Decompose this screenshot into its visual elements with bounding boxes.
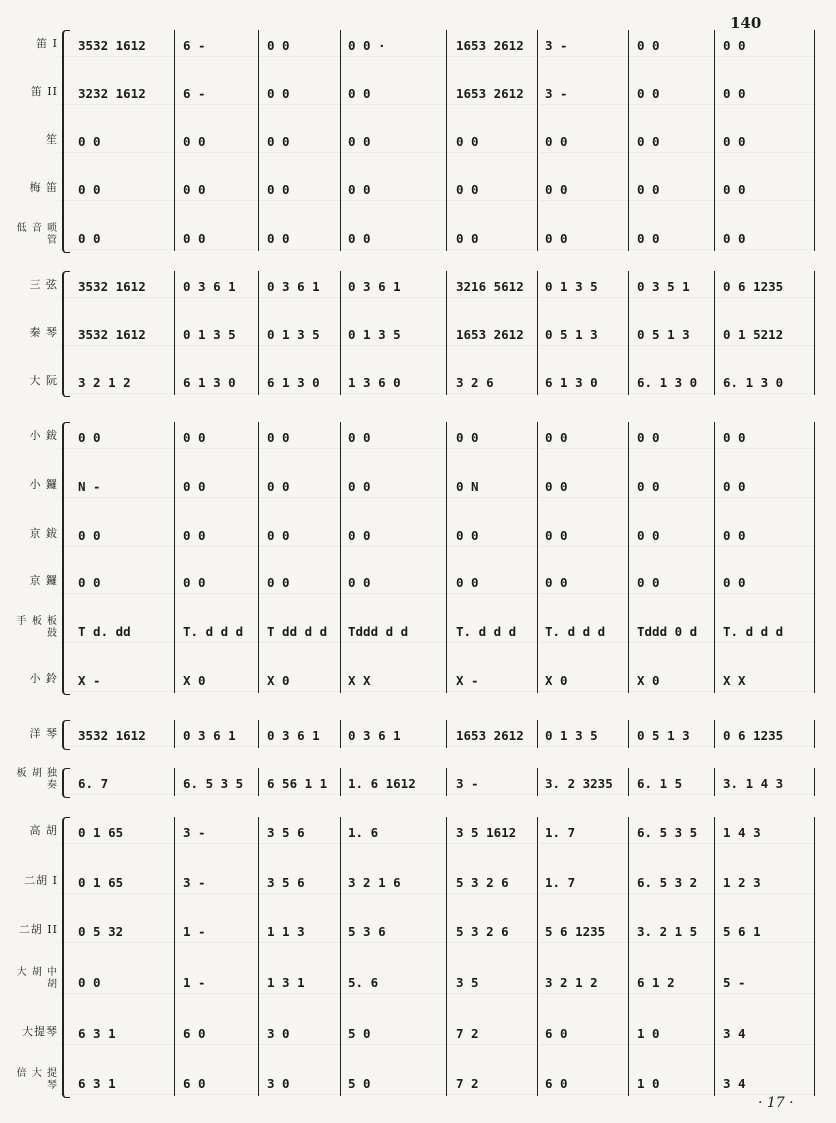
measure-notation: 3 0: [267, 1076, 290, 1091]
measure-notation: 0 0: [78, 182, 101, 197]
measure-notation: 0 3 6 1: [267, 279, 320, 294]
measure-notation: 6. 5 3 2: [637, 875, 698, 890]
instrument-label: 手 板 板 鼓: [16, 616, 58, 639]
measure-notation: X X: [723, 673, 746, 688]
measure-notation: 3532 1612: [78, 279, 146, 294]
measure-notation: 0 5 1 3: [545, 327, 598, 342]
measure-notation: 5. 6: [348, 975, 379, 990]
measure-notation: 3 -: [545, 86, 568, 101]
measure-notation: 0 0: [348, 182, 371, 197]
measure-notation: 3216 5612: [456, 279, 524, 294]
measure-notation: 1 3 6 0: [348, 375, 401, 390]
measure-notation: 3. 2 3235: [545, 776, 613, 791]
measure-notation: 0 0: [78, 430, 101, 445]
measure-notation: 0 6 1235: [723, 728, 784, 743]
measure-notation: 3 5 1612: [456, 825, 517, 840]
bar-line: [628, 817, 629, 1096]
measure-notation: 0 N: [456, 479, 479, 494]
measure-notation: 0 5 1 3: [637, 728, 690, 743]
instrument-label: 高 胡: [29, 824, 58, 837]
staff-group-brace: [62, 422, 70, 695]
measure-notation: 1653 2612: [456, 86, 524, 101]
instrument-label: 洋 琴: [29, 727, 58, 740]
instrument-label: 笙: [46, 133, 58, 146]
staff-row: [60, 448, 816, 449]
bar-line: [814, 422, 815, 693]
measure-notation: 0 0: [267, 38, 290, 53]
measure-notation: 0 0: [456, 528, 479, 543]
measure-notation: 6 0: [183, 1076, 206, 1091]
bar-line: [628, 271, 629, 395]
measure-notation: 3 -: [456, 776, 479, 791]
measure-notation: X 0: [637, 673, 660, 688]
measure-notation: 0 0: [637, 182, 660, 197]
measure-notation: 0 0: [723, 528, 746, 543]
measure-notation: X X: [348, 673, 371, 688]
measure-notation: 0 0: [637, 38, 660, 53]
measure-notation: 1653 2612: [456, 728, 524, 743]
measure-notation: 0 0: [456, 575, 479, 590]
measure-notation: 0 5 32: [78, 924, 124, 939]
measure-notation: 6. 1 3 0: [637, 375, 698, 390]
measure-notation: 0 0: [348, 86, 371, 101]
staff-row: [60, 393, 816, 394]
bar-line: [714, 422, 715, 693]
measure-notation: 0 0: [456, 182, 479, 197]
instrument-label: 倍 大 提 琴: [16, 1068, 58, 1091]
bar-line: [340, 817, 341, 1096]
measure-notation: 0 6 1235: [723, 279, 784, 294]
measure-notation: 0 1 3 5: [545, 728, 598, 743]
bar-line: [628, 768, 629, 796]
page-number-top: 140: [730, 14, 762, 32]
measure-notation: 0 0: [183, 528, 206, 543]
measure-notation: 0 0: [545, 528, 568, 543]
bar-line: [814, 30, 815, 251]
measure-notation: 0 1 5212: [723, 327, 784, 342]
measure-notation: 1 -: [183, 924, 206, 939]
instrument-label: 笛 II: [30, 85, 58, 98]
bar-line: [446, 422, 447, 693]
measure-notation: 0 1 3 5: [267, 327, 320, 342]
bar-line: [258, 422, 259, 693]
measure-notation: 5 0: [348, 1026, 371, 1041]
measure-notation: 0 0: [183, 430, 206, 445]
measure-notation: 0 0: [637, 134, 660, 149]
measure-notation: 0 0: [545, 134, 568, 149]
measure-notation: 1 1 3: [267, 924, 305, 939]
instrument-label: 京 鈸: [29, 527, 58, 540]
measure-notation: 3. 1 4 3: [723, 776, 784, 791]
bar-line: [446, 817, 447, 1096]
measure-notation: 0 3 5 1: [637, 279, 690, 294]
measure-notation: 0 0: [78, 134, 101, 149]
bar-line: [537, 817, 538, 1096]
measure-notation: 6 0: [545, 1076, 568, 1091]
measure-notation: 0 0: [723, 86, 746, 101]
bar-line: [537, 30, 538, 251]
measure-notation: 6 1 2: [637, 975, 675, 990]
bar-line: [814, 271, 815, 395]
measure-notation: 3 -: [545, 38, 568, 53]
staff-row: [60, 691, 816, 692]
measure-notation: 3 5 6: [267, 875, 305, 890]
instrument-label: 小 鈴: [29, 672, 58, 685]
staff-row: [60, 993, 816, 994]
measure-notation: T. d d d: [723, 624, 784, 639]
instrument-label: 京 鑼: [29, 574, 58, 587]
measure-notation: 0 0: [348, 528, 371, 543]
measure-notation: 3532 1612: [78, 38, 146, 53]
measure-notation: 0 0: [183, 575, 206, 590]
staff-row: [60, 843, 816, 844]
bar-line: [537, 271, 538, 395]
measure-notation: 6. 7: [78, 776, 109, 791]
measure-notation: 0 1 3 5: [183, 327, 236, 342]
bar-line: [714, 30, 715, 251]
measure-notation: 3 -: [183, 875, 206, 890]
measure-notation: 1. 7: [545, 875, 576, 890]
instrument-label: 梅 笛: [29, 181, 58, 194]
measure-notation: 5 3 2 6: [456, 924, 509, 939]
measure-notation: 1 3 1: [267, 975, 305, 990]
measure-notation: 0 0: [723, 430, 746, 445]
measure-notation: 0 0: [183, 134, 206, 149]
measure-notation: 0 0: [637, 231, 660, 246]
measure-notation: 0 1 65: [78, 825, 124, 840]
measure-notation: 0 0: [267, 86, 290, 101]
staff-group-brace: [62, 30, 70, 253]
measure-notation: 0 0: [267, 430, 290, 445]
measure-notation: 5 3 6: [348, 924, 386, 939]
measure-notation: 0 0: [348, 430, 371, 445]
measure-notation: 5 6 1235: [545, 924, 606, 939]
measure-notation: 1 0: [637, 1076, 660, 1091]
measure-notation: 0 0: [545, 182, 568, 197]
measure-notation: 6. 1 3 0: [723, 375, 784, 390]
bar-line: [814, 720, 815, 748]
measure-notation: 0 0: [78, 975, 101, 990]
measure-notation: 1. 6: [348, 825, 379, 840]
measure-notation: 0 0: [723, 182, 746, 197]
measure-notation: 0 3 6 1: [183, 728, 236, 743]
measure-notation: 0 0: [78, 575, 101, 590]
instrument-label: 板 胡 独 奏: [16, 768, 58, 791]
measure-notation: 3 0: [267, 1026, 290, 1041]
bar-line: [628, 30, 629, 251]
measure-notation: Tddd d d: [348, 624, 409, 639]
measure-notation: 6 1 3 0: [545, 375, 598, 390]
bar-line: [258, 30, 259, 251]
measure-notation: 0 0: [348, 231, 371, 246]
bar-line: [714, 271, 715, 395]
staff-row: [60, 200, 816, 201]
measure-notation: X 0: [545, 673, 568, 688]
measure-notation: T dd d d: [267, 624, 328, 639]
staff-row: [60, 1094, 816, 1095]
bar-line: [628, 422, 629, 693]
instrument-label: 小 鑼: [29, 478, 58, 491]
measure-notation: 0 0: [78, 231, 101, 246]
bar-line: [446, 271, 447, 395]
measure-notation: 3 4: [723, 1076, 746, 1091]
bar-line: [340, 271, 341, 395]
staff-row: [60, 497, 816, 498]
measure-notation: 0 0: [637, 430, 660, 445]
measure-notation: 6 0: [183, 1026, 206, 1041]
staff-group-brace: [62, 817, 70, 1098]
measure-notation: 0 0: [723, 38, 746, 53]
measure-notation: 3 5: [456, 975, 479, 990]
measure-notation: X -: [456, 673, 479, 688]
measure-notation: 0 0: [545, 430, 568, 445]
measure-notation: 1653 2612: [456, 38, 524, 53]
measure-notation: 3 5 6: [267, 825, 305, 840]
measure-notation: 6 -: [183, 38, 206, 53]
staff-row: [60, 1044, 816, 1045]
instrument-label: 二胡 II: [18, 923, 58, 936]
bar-line: [814, 817, 815, 1096]
measure-notation: 6 3 1: [78, 1026, 116, 1041]
measure-notation: 0 3 6 1: [348, 279, 401, 294]
staff-row: [60, 546, 816, 547]
instrument-label: 三 弦: [29, 278, 58, 291]
bar-line: [714, 817, 715, 1096]
measure-notation: 3 2 1 2: [78, 375, 131, 390]
measure-notation: 7 2: [456, 1026, 479, 1041]
measure-notation: 1 0: [637, 1026, 660, 1041]
instrument-label: 大 胡 中 胡: [16, 967, 58, 990]
measure-notation: 3 4: [723, 1026, 746, 1041]
measure-notation: X 0: [183, 673, 206, 688]
measure-notation: 0 0: [637, 479, 660, 494]
measure-notation: T. d d d: [545, 624, 606, 639]
measure-notation: 1. 7: [545, 825, 576, 840]
measure-notation: 0 0: [267, 182, 290, 197]
measure-notation: 5 -: [723, 975, 746, 990]
staff-row: [60, 152, 816, 153]
measure-notation: 3 -: [183, 825, 206, 840]
bar-line: [258, 768, 259, 796]
bar-line: [258, 817, 259, 1096]
measure-notation: 0 0: [348, 479, 371, 494]
measure-notation: 0 0: [723, 231, 746, 246]
measure-notation: N -: [78, 479, 101, 494]
measure-notation: 0 0: [348, 575, 371, 590]
instrument-label: 大 阮: [29, 374, 58, 387]
bar-line: [174, 768, 175, 796]
staff-row: [60, 345, 816, 346]
measure-notation: 0 3 6 1: [348, 728, 401, 743]
bar-line: [537, 768, 538, 796]
staff-row: [60, 642, 816, 643]
bar-line: [340, 30, 341, 251]
bar-line: [340, 720, 341, 748]
staff-row: [60, 104, 816, 105]
measure-notation: 0 0: [723, 134, 746, 149]
measure-notation: X 0: [267, 673, 290, 688]
measure-notation: T. d d d: [456, 624, 517, 639]
measure-notation: 5 0: [348, 1076, 371, 1091]
measure-notation: 0 0: [637, 86, 660, 101]
measure-notation: 1 -: [183, 975, 206, 990]
staff-row: [60, 593, 816, 594]
measure-notation: 6 56 1 1: [267, 776, 328, 791]
measure-notation: Tddd 0 d: [637, 624, 698, 639]
measure-notation: 1 4 3: [723, 825, 761, 840]
staff-row: [60, 249, 816, 250]
instrument-label: 小 鈸: [29, 429, 58, 442]
measure-notation: 0 0: [267, 134, 290, 149]
measure-notation: 6. 5 3 5: [183, 776, 244, 791]
measure-notation: 6. 5 3 5: [637, 825, 698, 840]
staff-row: [60, 56, 816, 57]
bar-line: [174, 817, 175, 1096]
measure-notation: 0 0: [723, 479, 746, 494]
measure-notation: 1. 6 1612: [348, 776, 416, 791]
measure-notation: 3. 2 1 5: [637, 924, 698, 939]
bar-line: [340, 422, 341, 693]
bar-line: [446, 720, 447, 748]
bar-line: [446, 768, 447, 796]
measure-notation: 0 0: [183, 479, 206, 494]
measure-notation: 0 0: [456, 231, 479, 246]
staff-row: [60, 746, 816, 747]
bar-line: [258, 720, 259, 748]
bar-line: [174, 422, 175, 693]
measure-notation: 0 0: [267, 528, 290, 543]
measure-notation: 3 2 1 6: [348, 875, 401, 890]
measure-notation: 0 0: [456, 134, 479, 149]
measure-notation: 7 2: [456, 1076, 479, 1091]
measure-notation: 0 1 3 5: [348, 327, 401, 342]
measure-notation: 0 0: [348, 134, 371, 149]
measure-notation: X -: [78, 673, 101, 688]
instrument-label: 大提琴: [22, 1025, 58, 1038]
measure-notation: 3 2 6: [456, 375, 494, 390]
measure-notation: 0 1 3 5: [545, 279, 598, 294]
bar-line: [714, 768, 715, 796]
page-number-bottom: · 17 ·: [758, 1095, 794, 1111]
measure-notation: T. d d d: [183, 624, 244, 639]
measure-notation: 0 0: [456, 430, 479, 445]
staff-row: [60, 297, 816, 298]
measure-notation: 0 0: [637, 575, 660, 590]
measure-notation: 0 0: [723, 575, 746, 590]
measure-notation: 6 1 3 0: [267, 375, 320, 390]
bar-line: [714, 720, 715, 748]
measure-notation: 1 2 3: [723, 875, 761, 890]
instrument-label: 秦 琴: [29, 326, 58, 339]
measure-notation: 0 0: [545, 231, 568, 246]
measure-notation: 0 0 ·: [348, 38, 386, 53]
staff-row: [60, 893, 816, 894]
measure-notation: 0 0: [545, 575, 568, 590]
measure-notation: 6. 1 5: [637, 776, 683, 791]
measure-notation: 6 1 3 0: [183, 375, 236, 390]
staff-row: [60, 942, 816, 943]
measure-notation: 0 5 1 3: [637, 327, 690, 342]
bar-line: [258, 271, 259, 395]
measure-notation: 0 3 6 1: [183, 279, 236, 294]
measure-notation: 0 0: [545, 479, 568, 494]
measure-notation: 3532 1612: [78, 728, 146, 743]
measure-notation: 0 0: [183, 182, 206, 197]
staff-row: [60, 794, 816, 795]
measure-notation: 0 0: [637, 528, 660, 543]
measure-notation: 6 0: [545, 1026, 568, 1041]
measure-notation: 0 0: [267, 479, 290, 494]
measure-notation: 0 0: [183, 231, 206, 246]
bar-line: [340, 768, 341, 796]
measure-notation: 3 2 1 2: [545, 975, 598, 990]
measure-notation: 5 6 1: [723, 924, 761, 939]
measure-notation: T d. dd: [78, 624, 131, 639]
measure-notation: 6 -: [183, 86, 206, 101]
bar-line: [814, 768, 815, 796]
bar-line: [628, 720, 629, 748]
measure-notation: 0 3 6 1: [267, 728, 320, 743]
bar-line: [174, 720, 175, 748]
measure-notation: 1653 2612: [456, 327, 524, 342]
instrument-label: 二胡 I: [24, 874, 58, 887]
measure-notation: 5 3 2 6: [456, 875, 509, 890]
measure-notation: 0 0: [267, 231, 290, 246]
instrument-label: 低 音 唢 管: [16, 223, 58, 246]
bar-line: [537, 422, 538, 693]
bar-line: [174, 30, 175, 251]
bar-line: [537, 720, 538, 748]
instrument-label: 笛 I: [36, 37, 58, 50]
measure-notation: 6 3 1: [78, 1076, 116, 1091]
measure-notation: 3532 1612: [78, 327, 146, 342]
measure-notation: 0 0: [267, 575, 290, 590]
measure-notation: 0 1 65: [78, 875, 124, 890]
bar-line: [174, 271, 175, 395]
measure-notation: 3232 1612: [78, 86, 146, 101]
measure-notation: 0 0: [78, 528, 101, 543]
bar-line: [446, 30, 447, 251]
staff-group-brace: [62, 271, 70, 397]
